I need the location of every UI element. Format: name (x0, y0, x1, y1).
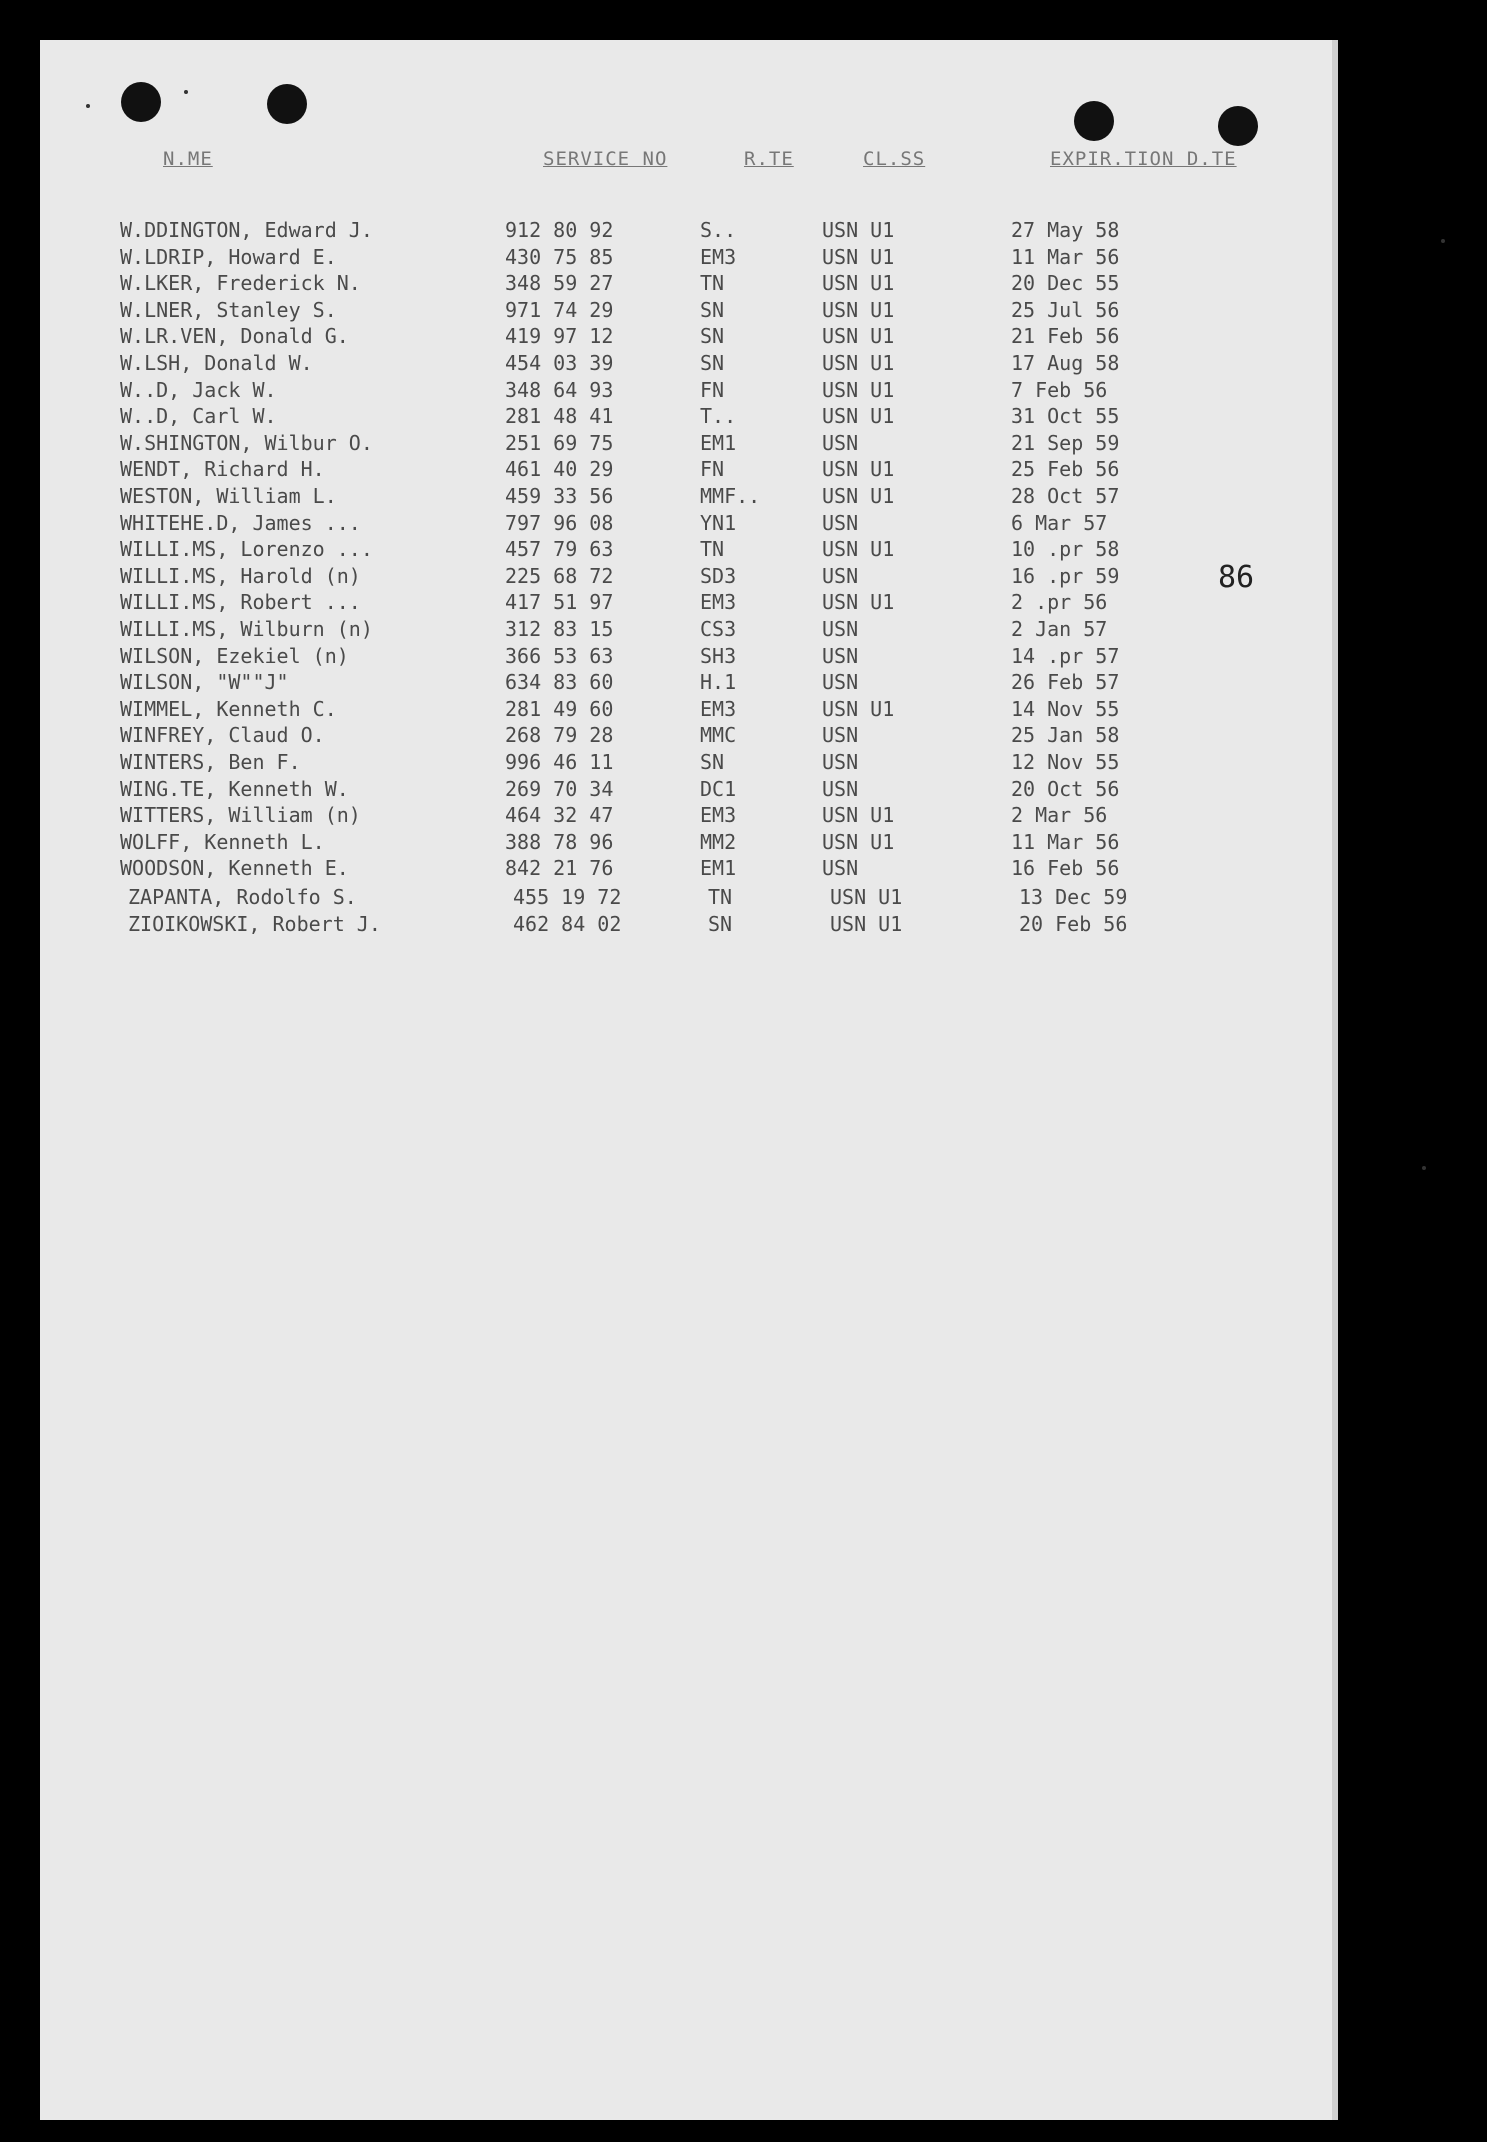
class-cell: USN U1 (822, 218, 895, 242)
service-no-cell: 225 68 72 (505, 564, 614, 588)
page-number: 86 (1218, 560, 1255, 595)
name-cell: ZIOIKOWSKI, Robert J. (128, 912, 381, 936)
class-cell: USN U1 (830, 885, 903, 909)
service-no-cell: 251 69 75 (505, 431, 614, 455)
class-cell: USN U1 (822, 457, 895, 481)
table-row (0, 245, 1292, 271)
rate-cell: SH3 (700, 644, 737, 668)
name-cell: WOLFF, Kenneth L. (120, 830, 325, 854)
table-row (0, 697, 1292, 723)
rate-cell: EM1 (700, 431, 737, 455)
name-cell: W.LNER, Stanley S. (120, 298, 337, 322)
name-cell: W.LKER, Frederick N. (120, 271, 361, 295)
class-cell: USN (822, 644, 859, 668)
class-cell: USN (822, 856, 859, 880)
service-no-cell: 459 33 56 (505, 484, 614, 508)
name-cell: WILLI.MS, Harold (n) (120, 564, 361, 588)
service-no-cell: 462 84 02 (513, 912, 622, 936)
table-row (0, 830, 1292, 856)
service-no-cell: 461 40 29 (505, 457, 614, 481)
rate-cell: MM2 (700, 830, 737, 854)
rate-cell: SN (708, 912, 733, 936)
rate-cell: S.. (700, 218, 737, 242)
service-no-cell: 455 19 72 (513, 885, 622, 909)
table-row (0, 590, 1292, 616)
rate-cell: TN (708, 885, 733, 909)
table-row (0, 457, 1292, 483)
class-cell: USN U1 (822, 351, 895, 375)
service-no-cell: 348 64 93 (505, 378, 614, 402)
expiration-cell: 28 Oct 57 (1011, 484, 1120, 508)
table-row (0, 324, 1292, 350)
table-row (0, 912, 1292, 938)
class-cell: USN U1 (822, 803, 895, 827)
name-cell: WILLI.MS, Wilburn (n) (120, 617, 373, 641)
service-no-cell: 634 83 60 (505, 670, 614, 694)
class-cell: USN (822, 564, 859, 588)
header-name: N.ME (163, 148, 213, 170)
service-no-cell: 419 97 12 (505, 324, 614, 348)
class-cell: USN (822, 511, 859, 535)
service-no-cell: 457 79 63 (505, 537, 614, 561)
expiration-cell: 10 .pr 58 (1011, 537, 1120, 561)
service-no-cell: 430 75 85 (505, 245, 614, 269)
table-row (0, 617, 1292, 643)
expiration-cell: 14 .pr 57 (1011, 644, 1120, 668)
expiration-cell: 20 Feb 56 (1019, 912, 1128, 936)
table-row (0, 750, 1292, 776)
class-cell: USN (822, 723, 859, 747)
class-cell: USN U1 (822, 378, 895, 402)
service-no-cell: 312 83 15 (505, 617, 614, 641)
service-no-cell: 388 78 96 (505, 830, 614, 854)
name-cell: WENDT, Richard H. (120, 457, 325, 481)
header-class: CL.SS (863, 148, 926, 170)
class-cell: USN U1 (822, 324, 895, 348)
rate-cell: TN (700, 537, 725, 561)
name-cell: WESTON, William L. (120, 484, 337, 508)
service-no-cell: 268 79 28 (505, 723, 614, 747)
table-row (0, 271, 1292, 297)
class-cell: USN U1 (822, 697, 895, 721)
service-no-cell: 971 74 29 (505, 298, 614, 322)
expiration-cell: 17 Aug 58 (1011, 351, 1120, 375)
rate-cell: EM3 (700, 590, 737, 614)
table-row (0, 537, 1292, 563)
rate-cell: EM1 (700, 856, 737, 880)
rate-cell: SN (700, 324, 725, 348)
name-cell: WOODSON, Kenneth E. (120, 856, 349, 880)
rate-cell: MMF.. (700, 484, 761, 508)
name-cell: WINFREY, Claud O. (120, 723, 325, 747)
table-row (0, 404, 1292, 430)
table-row (0, 484, 1292, 510)
expiration-cell: 2 Jan 57 (1011, 617, 1108, 641)
expiration-cell: 31 Oct 55 (1011, 404, 1120, 428)
speck (184, 90, 188, 94)
punch-hole-left-2 (267, 84, 307, 124)
service-no-cell: 281 49 60 (505, 697, 614, 721)
expiration-cell: 11 Mar 56 (1011, 245, 1120, 269)
speck (1441, 239, 1445, 243)
class-cell: USN (822, 750, 859, 774)
table-row (0, 856, 1292, 882)
expiration-cell: 16 Feb 56 (1011, 856, 1120, 880)
name-cell: ZAPANTA, Rodolfo S. (128, 885, 357, 909)
table-row (0, 511, 1292, 537)
class-cell: USN U1 (822, 537, 895, 561)
name-cell: W.DDINGTON, Edward J. (120, 218, 373, 242)
class-cell: USN U1 (822, 271, 895, 295)
class-cell: USN U1 (822, 245, 895, 269)
class-cell: USN U1 (822, 404, 895, 428)
name-cell: WIMMEL, Kenneth C. (120, 697, 337, 721)
name-cell: WILLI.MS, Lorenzo ... (120, 537, 373, 561)
rate-cell: MMC (700, 723, 737, 747)
expiration-cell: 25 Jul 56 (1011, 298, 1120, 322)
page-edge (1332, 40, 1338, 2120)
name-cell: W.LR.VEN, Donald G. (120, 324, 349, 348)
service-no-cell: 797 96 08 (505, 511, 614, 535)
name-cell: WILSON, "W""J" (120, 670, 289, 694)
class-cell: USN U1 (822, 484, 895, 508)
table-row (0, 218, 1292, 244)
table-row (0, 564, 1292, 590)
expiration-cell: 27 May 58 (1011, 218, 1120, 242)
name-cell: W..D, Carl W. (120, 404, 277, 428)
table-row (0, 803, 1292, 829)
name-cell: WING.TE, Kenneth W. (120, 777, 349, 801)
punch-hole-right-1 (1074, 101, 1114, 141)
class-cell: USN (822, 431, 859, 455)
table-row (0, 723, 1292, 749)
name-cell: W.LDRIP, Howard E. (120, 245, 337, 269)
header-rate: R.TE (744, 148, 794, 170)
speck (86, 104, 90, 108)
expiration-cell: 20 Dec 55 (1011, 271, 1120, 295)
class-cell: USN (822, 617, 859, 641)
table-row (0, 777, 1292, 803)
expiration-cell: 26 Feb 57 (1011, 670, 1120, 694)
rate-cell: CS3 (700, 617, 737, 641)
expiration-cell: 25 Feb 56 (1011, 457, 1120, 481)
service-no-cell: 366 53 63 (505, 644, 614, 668)
service-no-cell: 281 48 41 (505, 404, 614, 428)
service-no-cell: 996 46 11 (505, 750, 614, 774)
rate-cell: YN1 (700, 511, 737, 535)
header-expiration-date: EXPIR.TION D.TE (1050, 148, 1237, 170)
class-cell: USN (822, 670, 859, 694)
expiration-cell: 13 Dec 59 (1019, 885, 1128, 909)
table-row (0, 298, 1292, 324)
name-cell: WILSON, Ezekiel (n) (120, 644, 349, 668)
class-cell: USN U1 (830, 912, 903, 936)
table-row (0, 670, 1292, 696)
class-cell: USN U1 (822, 830, 895, 854)
service-no-cell: 842 21 76 (505, 856, 614, 880)
service-no-cell: 454 03 39 (505, 351, 614, 375)
expiration-cell: 12 Nov 55 (1011, 750, 1120, 774)
service-no-cell: 348 59 27 (505, 271, 614, 295)
rate-cell: TN (700, 271, 725, 295)
name-cell: WITTERS, William (n) (120, 803, 361, 827)
name-cell: W.SHINGTON, Wilbur O. (120, 431, 373, 455)
rate-cell: SN (700, 750, 725, 774)
rate-cell: FN (700, 457, 725, 481)
rate-cell: DC1 (700, 777, 737, 801)
header-service-no: SERVICE NO (543, 148, 668, 170)
rate-cell: EM3 (700, 803, 737, 827)
name-cell: WILLI.MS, Robert ... (120, 590, 361, 614)
expiration-cell: 14 Nov 55 (1011, 697, 1120, 721)
expiration-cell: 16 .pr 59 (1011, 564, 1120, 588)
class-cell: USN U1 (822, 298, 895, 322)
expiration-cell: 2 .pr 56 (1011, 590, 1108, 614)
name-cell: W..D, Jack W. (120, 378, 277, 402)
punch-hole-right-2 (1218, 106, 1258, 146)
table-row (0, 644, 1292, 670)
rate-cell: T.. (700, 404, 737, 428)
expiration-cell: 6 Mar 57 (1011, 511, 1108, 535)
expiration-cell: 25 Jan 58 (1011, 723, 1120, 747)
punch-hole-left-1 (121, 82, 161, 122)
rate-cell: FN (700, 378, 725, 402)
table-row (0, 351, 1292, 377)
service-no-cell: 464 32 47 (505, 803, 614, 827)
expiration-cell: 20 Oct 56 (1011, 777, 1120, 801)
expiration-cell: 7 Feb 56 (1011, 378, 1108, 402)
table-row (0, 885, 1292, 911)
table-row (0, 431, 1292, 457)
rate-cell: EM3 (700, 245, 737, 269)
service-no-cell: 417 51 97 (505, 590, 614, 614)
rate-cell: EM3 (700, 697, 737, 721)
class-cell: USN U1 (822, 590, 895, 614)
rate-cell: H.1 (700, 670, 737, 694)
service-no-cell: 269 70 34 (505, 777, 614, 801)
rate-cell: SN (700, 351, 725, 375)
rate-cell: SD3 (700, 564, 737, 588)
class-cell: USN (822, 777, 859, 801)
table-row (0, 378, 1292, 404)
name-cell: W.LSH, Donald W. (120, 351, 313, 375)
speck (1422, 1166, 1426, 1170)
expiration-cell: 2 Mar 56 (1011, 803, 1108, 827)
name-cell: WHITEHE.D, James ... (120, 511, 361, 535)
service-no-cell: 912 80 92 (505, 218, 614, 242)
expiration-cell: 21 Sep 59 (1011, 431, 1120, 455)
expiration-cell: 21 Feb 56 (1011, 324, 1120, 348)
name-cell: WINTERS, Ben F. (120, 750, 301, 774)
expiration-cell: 11 Mar 56 (1011, 830, 1120, 854)
rate-cell: SN (700, 298, 725, 322)
